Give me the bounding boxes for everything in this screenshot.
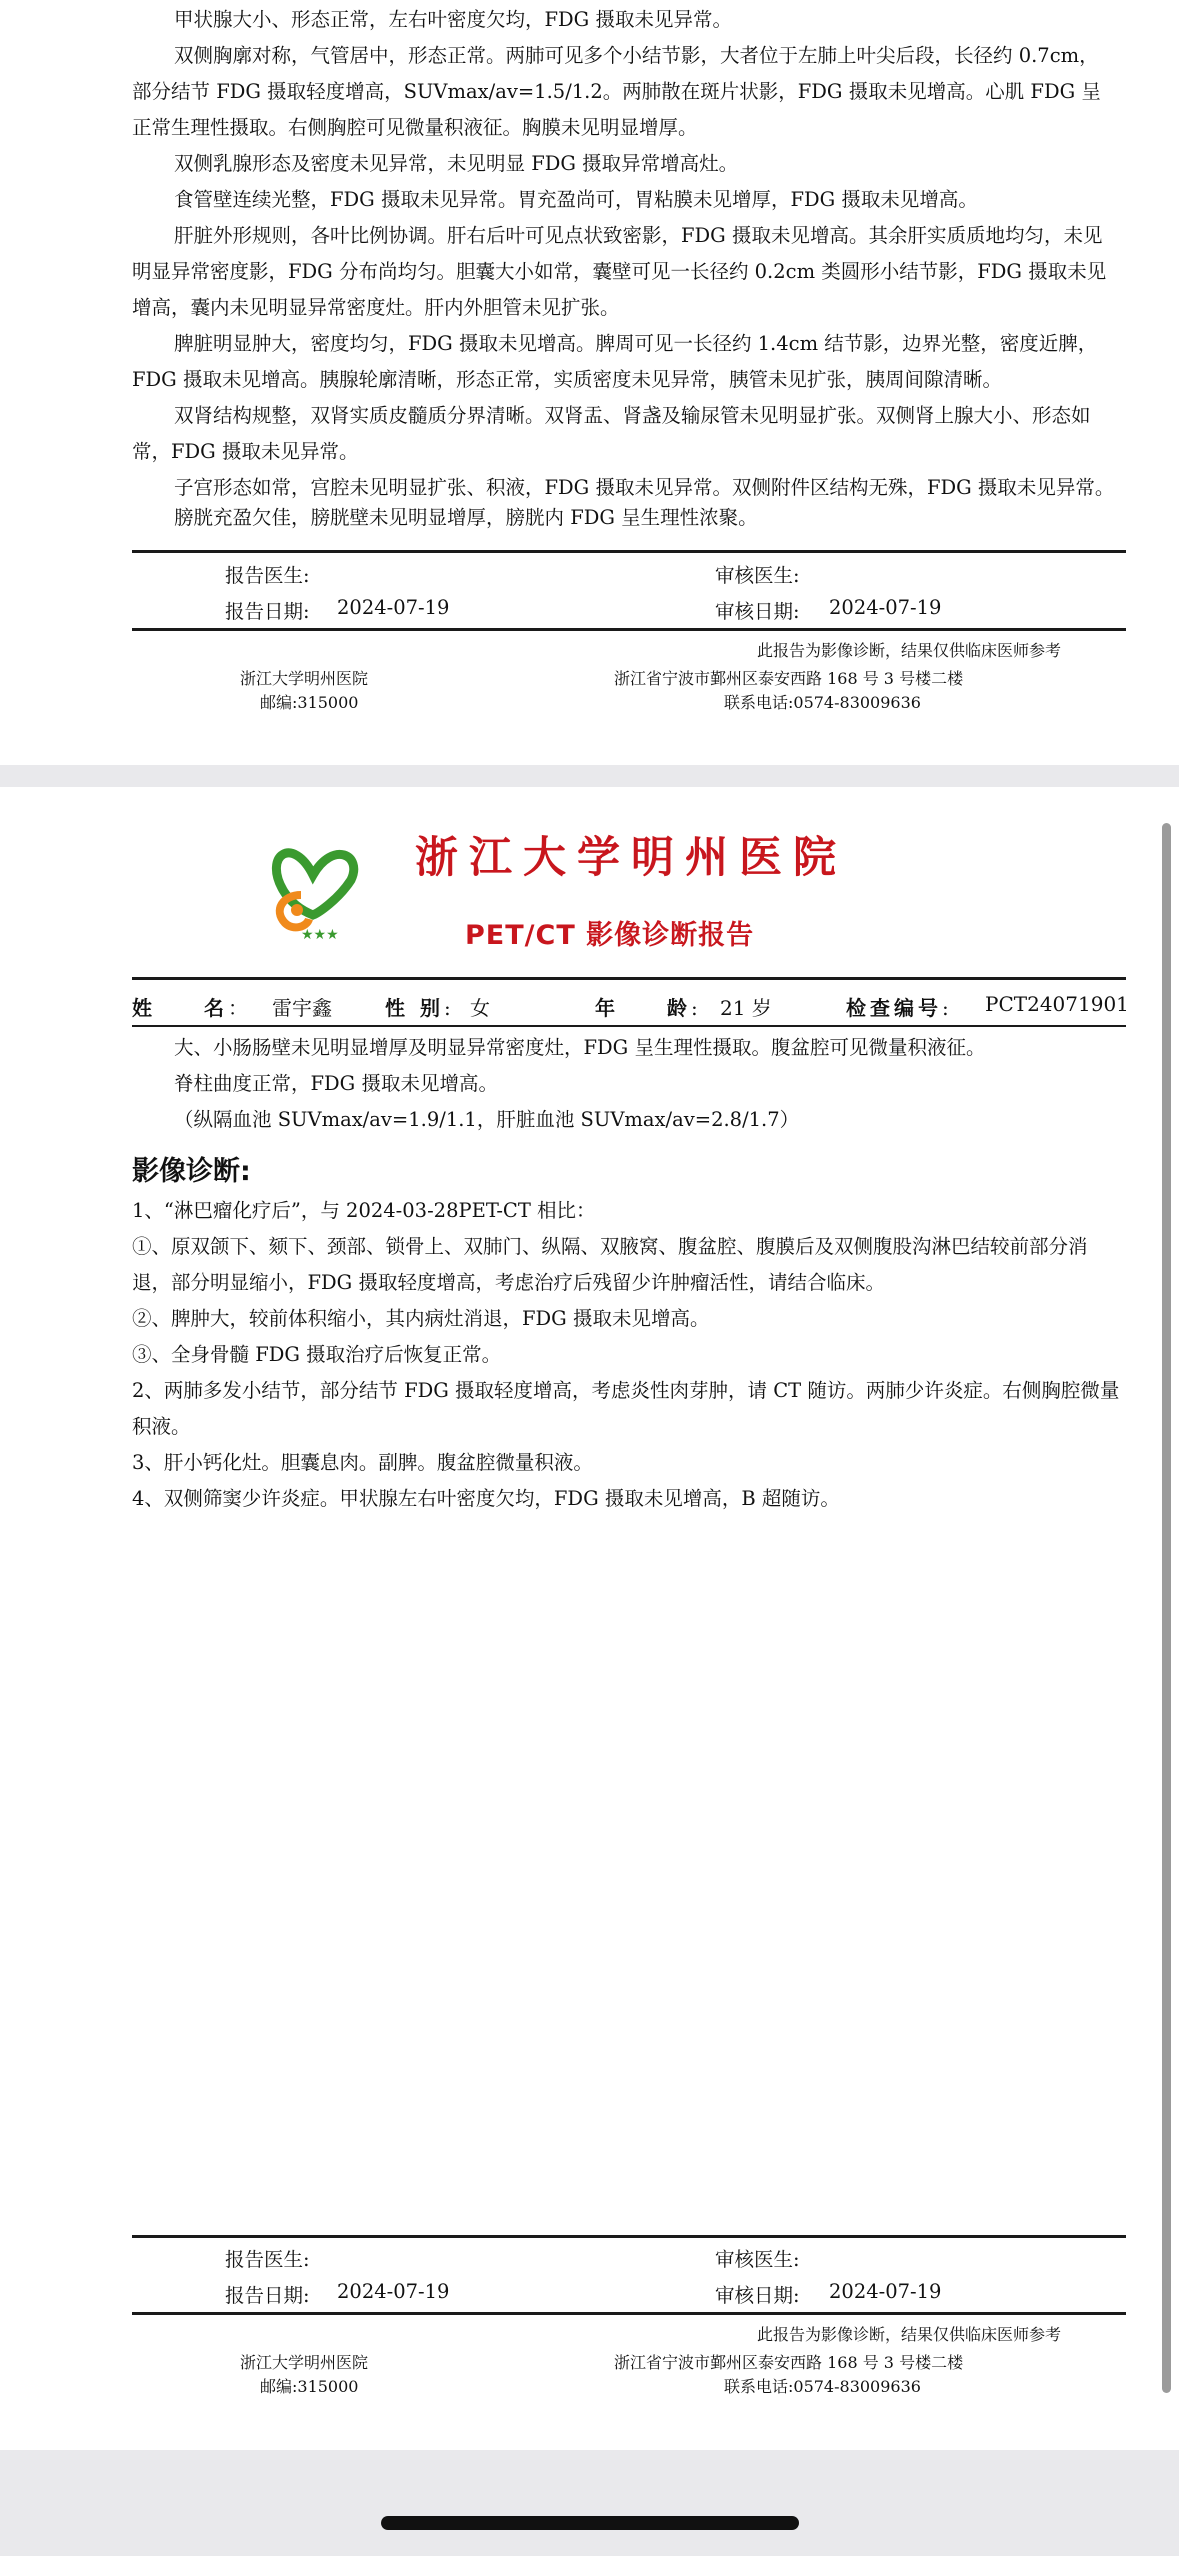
divider <box>132 1025 1126 1027</box>
diagnosis-item: 1、“淋巴瘤化疗后”，与 2024-03-28PET-CT 相比： <box>132 1199 596 1222</box>
finding-paragraph: 甲状腺大小、形态正常，左右叶密度欠均，FDG 摄取未见异常。 <box>174 8 732 31</box>
footer-phone: 联系电话:0574-83009636 <box>724 693 921 712</box>
finding-paragraph: 大、小肠肠壁未见明显增厚及明显异常密度灶，FDG 呈生理性摄取。腹盆腔可见微量积液征。 <box>174 1036 986 1059</box>
finding-paragraph: 肝脏外形规则，各叶比例协调。肝右后叶可见点状致密影，FDG 摄取未见增高。其余肝实质质地均匀，未见明显异常密度影，FDG 分布尚均匀。胆囊大小如常，囊壁可见一长径约 0.2cm 类圆形小结节影，FDG 摄取未见增高，囊内未见明显异常密度灶。肝内外胆管未见扩张。 <box>132 224 1107 319</box>
gender-value: 女 <box>470 996 490 1020</box>
svg-text:★★★: ★★★ <box>301 927 339 943</box>
footer-disclaimer: 此报告为影像诊断，结果仅供临床医师参考 <box>757 2325 1062 2344</box>
divider <box>132 628 1126 631</box>
hospital-name-title: 浙江大学明州医院 <box>415 833 847 883</box>
finding-paragraph: 脊柱曲度正常，FDG 摄取未见增高。 <box>174 1072 498 1095</box>
patient-name-label: 姓 名： <box>132 996 248 1020</box>
finding-paragraph: 双侧乳腺形态及密度未见异常，未见明显 FDG 摄取异常增高灶。 <box>174 152 739 175</box>
hospital-logo-icon <box>263 835 363 945</box>
review-doctor-label: 审核医生: <box>715 564 800 587</box>
footer-postcode: 邮编:315000 <box>260 693 359 712</box>
diagnosis-item: ①、原双颌下、颏下、颈部、锁骨上、双肺门、纵隔、双腋窝、腹盆腔、腹膜后及双侧腹股沟淋巴结较前部分消退，部分明显缩小，FDG 摄取轻度增高，考虑治疗后残留少许肿瘤活性，请结合临床。 <box>132 1235 1088 1294</box>
finding-paragraph: 食管壁连续光整，FDG 摄取未见异常。胃充盈尚可，胃粘膜未见增厚，FDG 摄取未见增高。 <box>174 188 978 211</box>
report-title: PET/CT 影像诊断报告 <box>465 920 755 951</box>
report-page-2 <box>0 787 1179 2450</box>
gender-label: 性 别: <box>385 996 451 1020</box>
footer-disclaimer: 此报告为影像诊断，结果仅供临床医师参考 <box>757 641 1062 660</box>
finding-paragraph: （纵隔血池 SUVmax/av=1.9/1.1，肝脏血池 SUVmax/av=2.8/1.7） <box>174 1108 800 1131</box>
divider <box>132 2312 1126 2315</box>
scrollbar[interactable] <box>1162 823 1171 2393</box>
diagnosis-item: 3、肝小钙化灶。胆囊息肉。副脾。腹盆腔微量积液。 <box>132 1451 593 1474</box>
diagnosis-item: 4、双侧筛窦少许炎症。甲状腺左右叶密度欠均，FDG 摄取未见增高，B 超随访。 <box>132 1487 840 1510</box>
footer-postcode: 邮编:315000 <box>260 2377 359 2396</box>
divider <box>132 550 1126 553</box>
review-date: 2024-07-19 <box>829 2280 942 2303</box>
divider <box>132 977 1126 980</box>
finding-paragraph: 子宫形态如常，宫腔未见明显扩张、积液，FDG 摄取未见异常。双侧附件区结构无殊，FDG 摄取未见异常。 <box>174 476 1115 499</box>
footer-address: 浙江省宁波市鄞州区泰安西路 168 号 3 号楼二楼 <box>614 669 964 688</box>
report-date-label: 报告日期: <box>225 2284 310 2307</box>
footer-address: 浙江省宁波市鄞州区泰安西路 168 号 3 号楼二楼 <box>614 2353 964 2372</box>
report-date-label: 报告日期: <box>225 600 310 623</box>
review-date: 2024-07-19 <box>829 596 942 619</box>
diagnosis-item: ③、全身骨髓 FDG 摄取治疗后恢复正常。 <box>132 1343 502 1366</box>
exam-number-label: 检查编号: <box>846 996 949 1020</box>
patient-name: 雷宇鑫 <box>272 996 332 1020</box>
home-indicator[interactable] <box>381 2516 799 2530</box>
finding-paragraph: 双肾结构规整，双肾实质皮髓质分界清晰。双肾盂、肾盏及输尿管未见明显扩张。双侧肾上腺大小、形态如常，FDG 摄取未见异常。 <box>132 404 1091 463</box>
age-label: 年 龄: <box>595 996 698 1020</box>
divider <box>132 2235 1126 2238</box>
footer-phone: 联系电话:0574-83009636 <box>724 2377 921 2396</box>
report-date: 2024-07-19 <box>337 2280 450 2303</box>
finding-paragraph: 膀胱充盈欠佳，膀胱壁未见明显增厚，膀胱内 FDG 呈生理性浓聚。 <box>174 506 758 529</box>
finding-paragraph: 脾脏明显肿大，密度均匀，FDG 摄取未见增高。脾周可见一长径约 1.4cm 结节影，边界光整，密度近脾，FDG 摄取未见增高。胰腺轮廓清晰，形态正常，实质密度未见异常，胰管未见扩张，胰周间隙清晰。 <box>132 332 1098 391</box>
age-value: 21 岁 <box>720 996 772 1020</box>
diagnosis-item: 2、两肺多发小结节，部分结节 FDG 摄取轻度增高，考虑炎性肉芽肿，请 CT 随访。两肺少许炎症。右侧胸腔微量积液。 <box>132 1379 1120 1438</box>
exam-number: PCT24071901 <box>985 992 1129 1016</box>
report-date: 2024-07-19 <box>337 596 450 619</box>
report-doctor-label: 报告医生: <box>225 2248 310 2271</box>
review-date-label: 审核日期: <box>715 600 800 623</box>
footer-hospital: 浙江大学明州医院 <box>240 2353 369 2372</box>
footer-hospital: 浙江大学明州医院 <box>240 669 369 688</box>
report-page-1 <box>0 0 1179 765</box>
review-date-label: 审核日期: <box>715 2284 800 2307</box>
report-doctor-label: 报告医生: <box>225 564 310 587</box>
review-doctor-label: 审核医生: <box>715 2248 800 2271</box>
finding-paragraph: 双侧胸廓对称，气管居中，形态正常。两肺可见多个小结节影，大者位于左肺上叶尖后段，长径约 0.7cm，部分结节 FDG 摄取轻度增高，SUVmax/av=1.5/1.2。两肺散在斑片状影，FDG 摄取未见增高。心肌 FDG 呈正常生理性摄取。右侧胸腔可见微量积液征。胸膜未见明显增厚。 <box>132 44 1101 139</box>
diagnosis-item: ②、脾肿大，较前体积缩小，其内病灶消退，FDG 摄取未见增高。 <box>132 1307 710 1330</box>
diagnosis-section-title: 影像诊断: <box>132 1156 251 1187</box>
